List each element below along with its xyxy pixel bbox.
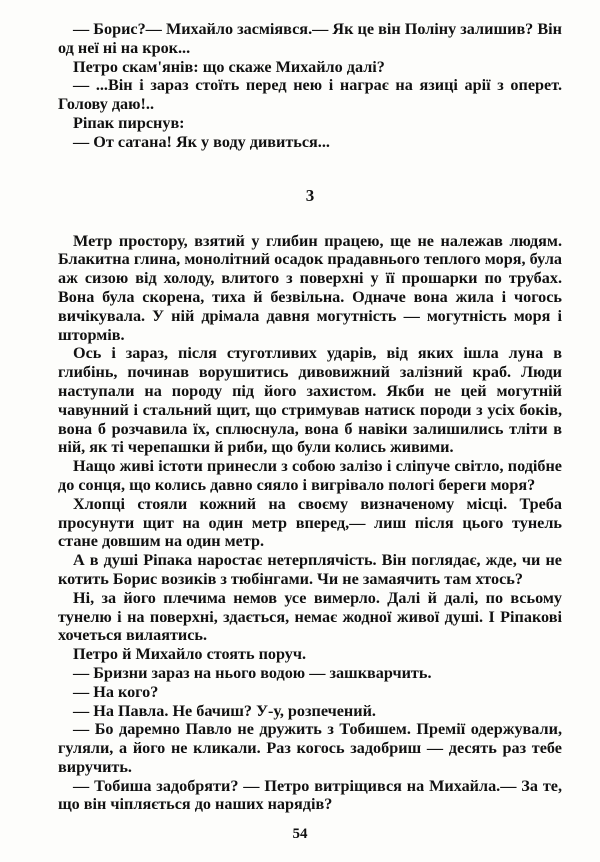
paragraph: Метр простору, взятий у глибин працею, ще не належав людям. Блакитна глина, монолітний осадок прадавнього теплого моря, була аж сизою від холоду, влитого з поверхні у її прошарки по трубах. Вона була скорена, тиха й безвільна. Одначе вона жила і чогось вичікувала. У ній дрімала давня могутність — могутність моря і штормів. <box>58 231 562 344</box>
paragraph: — ...Він і зараз стоїть перед нею і награє на язиці арії з оперет. Голову даю!.. <box>58 76 562 114</box>
text-block-after <box>58 232 562 815</box>
paragraph: Ось і зараз, після стуготливих ударів, від яких ішла луна в глибінь, починав ворушитись дивовижний залізний краб. Люди наступали на породу під його захистом. Якби не цей могутній чавунний і стальний щит, що стримував натиск породи з усіх боків, вона б розчавила їх, сплюснула, вона б навіки залишились тліти в ній, як ті черепашки й риби, що були колись живими. <box>58 344 562 457</box>
paragraph: Петро й Михайло стоять поруч. <box>73 645 307 664</box>
paragraph: — Бо даремно Павло не дружить з Тобишем. Премії одержували, гуляли, а його не кликали. Раз когось задобриш — десять раз тебе виручить. <box>58 720 562 776</box>
page-number: 54 <box>292 826 308 842</box>
paragraph: Нащо живі істоти принесли з собою залізо і сліпуче світло, подібне до сонця, що колись давно сяяло і вигрівало пологі береги моря? <box>58 457 562 494</box>
paragraph: — Тобиша задобряти? — Петро витріщився на Михайла.— За те, що він чіпляється до наших нарядів? <box>58 776 562 814</box>
paragraph: — На кого? <box>73 682 159 701</box>
paragraph: — От сатана! Як у воду дивиться... <box>73 132 330 151</box>
paragraph: — Борис?— Михайло засміявся.— Як це він Поліну залишив? Він од неї ні на крок... <box>58 20 562 57</box>
paragraph: — Бризни зараз на нього водою — зашкварчить. <box>73 663 432 682</box>
paragraph: Ріпак пирснув: <box>73 113 185 132</box>
paragraph: Петро скам'янів: що скаже Михайло далі? <box>73 57 385 76</box>
paragraph: А в душі Ріпака наростає нетерплячість. Він поглядає, жде, чи не котить Борис возиків з тюбінгами. Чи не замаячить там хтось? <box>58 551 562 588</box>
paragraph: Хлопці стояли кожний на своєму визначеному місці. Треба просунути щит на один метр вперед,— лиш після цього тунель стане довшим на один метр. <box>58 494 562 551</box>
paragraph: — На Павла. Не бачиш? У-у, розпечений. <box>73 701 376 720</box>
text-block-before <box>58 20 562 152</box>
chapter-number: 3 <box>305 185 315 205</box>
paragraph: Ні, за його плечима немов усе вимерло. Далі й далі, по всьому тунелю і на поверхні, здається, немає жодної живої душі. І Ріпакові хочеться вилаятись. <box>58 588 562 645</box>
